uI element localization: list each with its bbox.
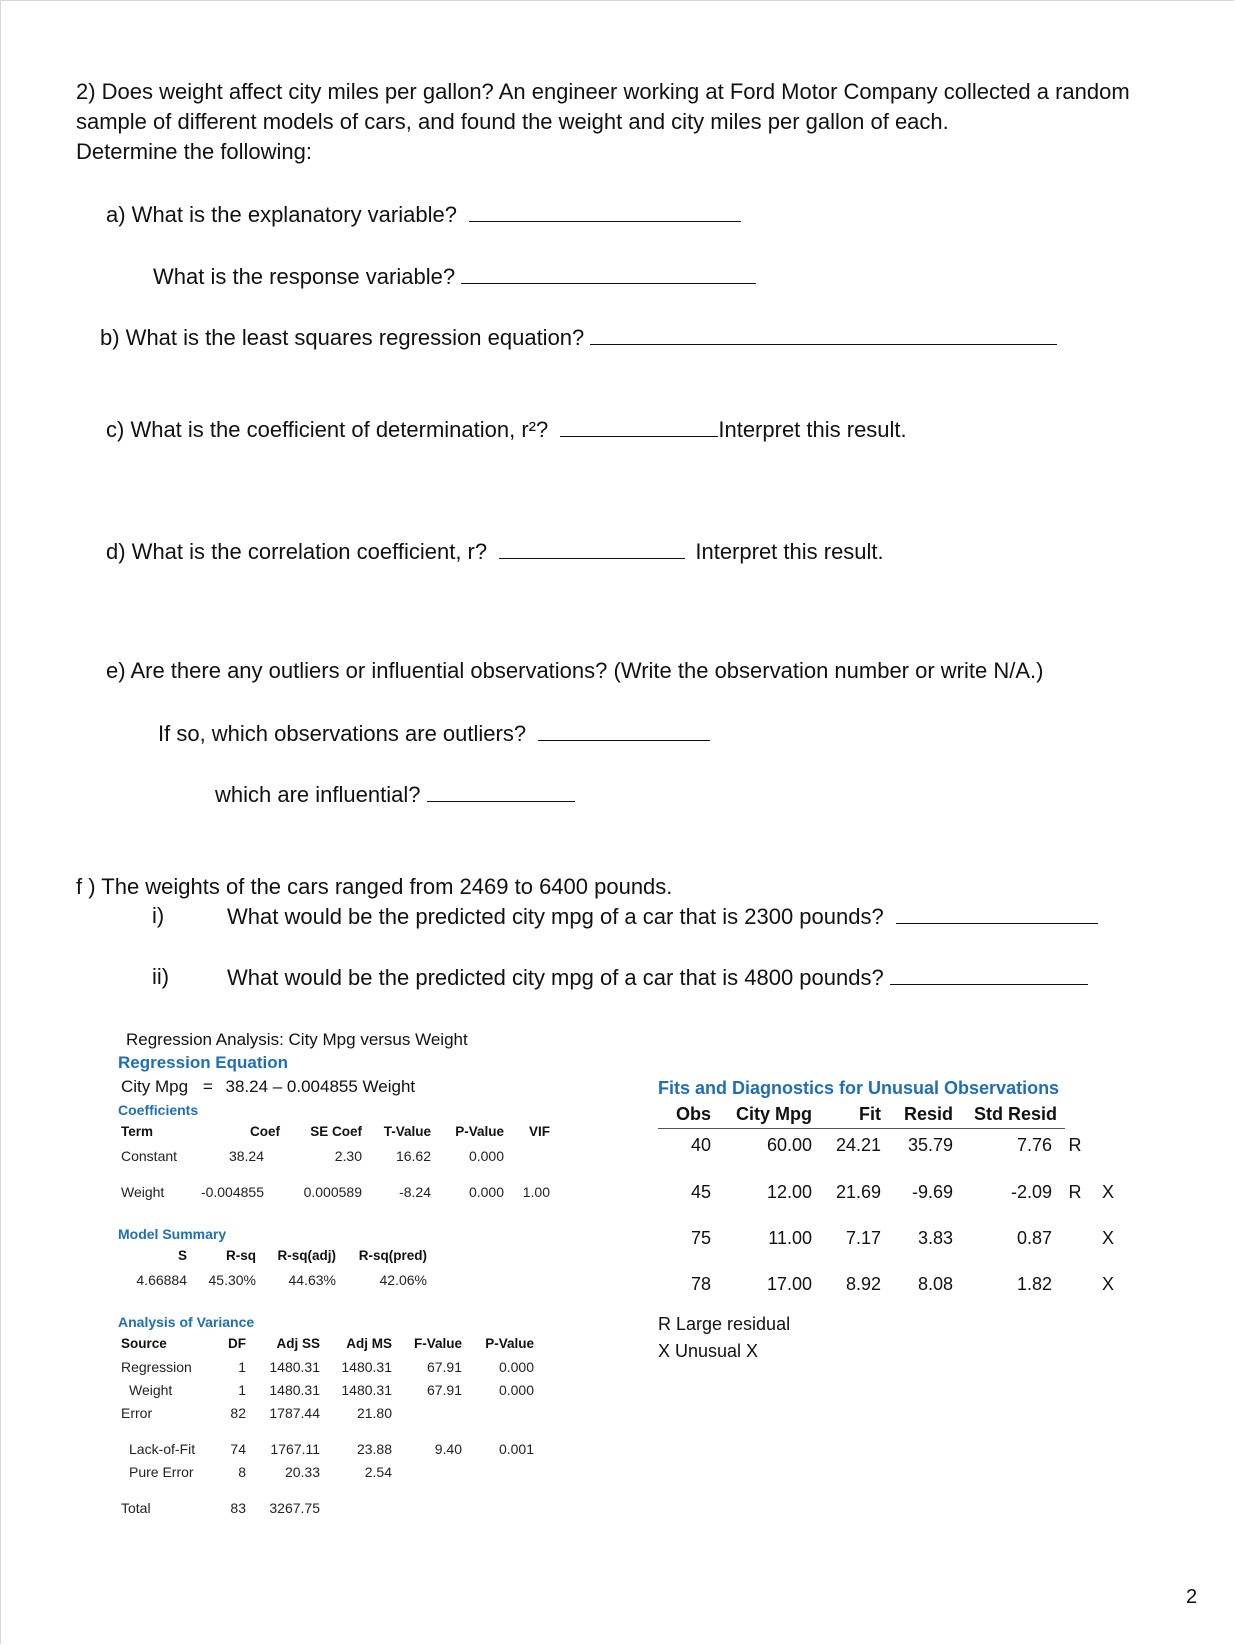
anova-col-header: DF xyxy=(228,1336,246,1351)
anova-cell: 1480.31 xyxy=(269,1382,320,1398)
fits-cell: 21.69 xyxy=(835,1182,881,1202)
summary-col-header: R-sq(pred) xyxy=(358,1248,427,1263)
regression-equation-header: Regression Equation xyxy=(118,1053,289,1072)
part-f-ii-label: ii) xyxy=(152,964,170,989)
fits-cell: 3.83 xyxy=(917,1228,953,1248)
page-number: 2 xyxy=(1186,1586,1198,1608)
regression-title: Regression Analysis: City Mpg versus Weight xyxy=(126,1030,468,1049)
part-a-explanatory xyxy=(106,201,741,228)
anova-cell: Lack-of-Fit xyxy=(129,1441,196,1457)
question-line-1: 2) Does weight affect city miles per gallon? An engineer working at Ford Motor Company collected a random xyxy=(76,79,1130,104)
summary-cell: 44.63% xyxy=(288,1272,336,1288)
answer-blank-4800[interactable] xyxy=(890,964,1088,985)
coef-cell: Constant xyxy=(121,1148,178,1164)
coefficients-header: Coefficients xyxy=(118,1102,199,1118)
fits-col-header: Std Resid xyxy=(973,1104,1057,1124)
coef-col-header: Term xyxy=(121,1124,154,1139)
anova-cell: Regression xyxy=(121,1359,192,1375)
part-a-explanatory-text: a) What is the explanatory variable? xyxy=(106,202,457,227)
anova-cell: 1480.31 xyxy=(341,1382,392,1398)
part-d-interpret: Interpret this result. xyxy=(695,539,884,564)
anova-col-header: Source xyxy=(121,1336,167,1351)
fits-cell: X xyxy=(1101,1228,1114,1248)
coef-cell: -8.24 xyxy=(399,1184,431,1200)
fits-cell: -2.09 xyxy=(1010,1182,1052,1202)
anova-cell: 82 xyxy=(230,1405,246,1421)
answer-blank-response[interactable] xyxy=(461,263,756,284)
fits-cell: 0.87 xyxy=(1016,1228,1052,1248)
fits-cell: 12.00 xyxy=(766,1182,812,1202)
question-line-3: Determine the following: xyxy=(76,139,313,164)
summary-col-header: S xyxy=(177,1248,187,1263)
anova-cell: 0.000 xyxy=(498,1359,534,1375)
fits-cell: 7.76 xyxy=(1016,1135,1052,1155)
anova-cell: 23.88 xyxy=(356,1441,392,1457)
summary-cell: 42.06% xyxy=(379,1272,427,1288)
anova-cell: 3267.75 xyxy=(269,1500,320,1516)
anova-cell: Total xyxy=(121,1500,151,1516)
part-b xyxy=(100,324,1057,351)
legend-unusual-x: X Unusual X xyxy=(658,1341,759,1361)
part-d-text: d) What is the correlation coefficient, r? xyxy=(106,539,488,564)
anova-cell: 1787.44 xyxy=(269,1405,320,1421)
coef-cell: -0.004855 xyxy=(200,1184,264,1200)
part-f-i-text: What would be the predicted city mpg of a car that is 2300 pounds? xyxy=(227,904,884,929)
answer-blank-explanatory[interactable] xyxy=(469,201,741,222)
fits-cell: 78 xyxy=(690,1274,711,1294)
coef-cell: 38.24 xyxy=(228,1148,264,1164)
part-c-interpret: Interpret this result. xyxy=(718,417,907,442)
anova-cell: 67.91 xyxy=(426,1359,462,1375)
part-c xyxy=(106,416,907,443)
fits-cell: X xyxy=(1101,1274,1114,1294)
part-b-text: b) What is the least squares regression equation? xyxy=(100,325,585,350)
anova-cell: 0.000 xyxy=(498,1382,534,1398)
coef-cell: 0.000 xyxy=(468,1184,504,1200)
coef-col-header: T-Value xyxy=(383,1124,431,1139)
fits-cell: 11.00 xyxy=(768,1228,812,1248)
fits-cell: X xyxy=(1101,1182,1114,1202)
anova-cell: 9.40 xyxy=(434,1441,462,1457)
anova-col-header: F-Value xyxy=(413,1336,462,1351)
coef-cell: 1.00 xyxy=(522,1184,550,1200)
anova-cell: 67.91 xyxy=(426,1382,462,1398)
summary-cell: 45.30% xyxy=(208,1272,256,1288)
anova-cell: 1 xyxy=(238,1359,246,1375)
summary-col-header: R-sq(adj) xyxy=(277,1248,336,1263)
anova-cell: 20.33 xyxy=(284,1464,320,1480)
fits-col-header: City Mpg xyxy=(736,1104,812,1124)
question-line-2: sample of different models of cars, and found the weight and city miles per gallon of each. xyxy=(76,109,949,134)
part-e-outliers xyxy=(158,720,710,747)
coef-cell: 16.62 xyxy=(395,1148,431,1164)
anova-col-header: Adj SS xyxy=(276,1336,320,1351)
anova-cell: 74 xyxy=(230,1441,246,1457)
answer-blank-regression-equation[interactable] xyxy=(590,324,1057,345)
fits-col-header: Fit xyxy=(859,1104,881,1124)
equation-equals: = xyxy=(202,1077,213,1096)
coef-cell: 0.000 xyxy=(468,1148,504,1164)
coef-col-header: Coef xyxy=(250,1124,280,1139)
fits-cell: R xyxy=(1068,1182,1082,1202)
anova-cell: 1480.31 xyxy=(341,1359,392,1375)
part-f-i-label: i) xyxy=(152,903,165,928)
part-d xyxy=(106,538,884,565)
anova-cell: 83 xyxy=(230,1500,246,1516)
anova-col-header: Adj MS xyxy=(346,1336,392,1351)
fits-cell: -9.69 xyxy=(911,1182,953,1202)
coef-col-header: SE Coef xyxy=(310,1124,362,1139)
part-f: f ) The weights of the cars ranged from 2469 to 6400 pounds. xyxy=(76,874,673,899)
fits-cell: R xyxy=(1068,1135,1082,1155)
anova-cell: 1 xyxy=(238,1382,246,1398)
answer-blank-r-squared[interactable] xyxy=(560,416,718,437)
part-f-ii-text: What would be the predicted city mpg of a car that is 4800 pounds? xyxy=(227,965,884,990)
coef-cell: 2.30 xyxy=(334,1148,362,1164)
fits-cell: 8.08 xyxy=(917,1274,953,1294)
anova-header: Analysis of Variance xyxy=(118,1314,255,1330)
coef-cell: 0.000589 xyxy=(303,1184,362,1200)
part-f-ii xyxy=(227,964,1088,991)
equation-lhs: City Mpg xyxy=(121,1077,189,1096)
summary-col-header: R-sq xyxy=(226,1248,256,1263)
fits-col-header: Resid xyxy=(903,1104,953,1124)
answer-blank-outliers[interactable] xyxy=(538,720,710,741)
anova-cell: 0.001 xyxy=(498,1441,534,1457)
anova-cell: 1480.31 xyxy=(269,1359,320,1375)
anova-cell: Weight xyxy=(129,1382,173,1398)
anova-cell: 1767.11 xyxy=(270,1441,320,1457)
coef-col-header: P-Value xyxy=(455,1124,504,1139)
coef-col-header: VIF xyxy=(528,1124,550,1139)
part-a-response xyxy=(153,263,756,290)
fits-cell: 7.17 xyxy=(845,1228,881,1248)
fits-cell: 24.21 xyxy=(835,1135,881,1155)
legend-large-residual: R Large residual xyxy=(658,1314,791,1334)
summary-cell: 4.66884 xyxy=(136,1272,187,1288)
fits-cell: 17.00 xyxy=(766,1274,812,1294)
fits-cell: 75 xyxy=(690,1228,711,1248)
anova-cell: 8 xyxy=(238,1464,246,1480)
regression-equation xyxy=(121,1077,415,1097)
part-a-response-text: What is the response variable? xyxy=(153,264,456,289)
anova-cell: Pure Error xyxy=(129,1464,194,1480)
anova-col-header: P-Value xyxy=(485,1336,534,1351)
anova-cell: Error xyxy=(121,1405,153,1421)
fits-cell: 1.82 xyxy=(1016,1274,1052,1294)
fits-col-header: Obs xyxy=(675,1104,711,1124)
part-e-influential xyxy=(215,781,575,808)
part-e-outliers-text: If so, which observations are outliers? xyxy=(158,721,527,746)
part-f-i xyxy=(227,903,1098,930)
answer-blank-r[interactable] xyxy=(499,538,685,559)
fits-cell: 8.92 xyxy=(845,1274,881,1294)
anova-cell: 2.54 xyxy=(364,1464,392,1480)
answer-blank-2300[interactable] xyxy=(896,903,1098,924)
fits-cell: 40 xyxy=(690,1135,711,1155)
fits-cell: 45 xyxy=(690,1182,711,1202)
fits-cell: 35.79 xyxy=(907,1135,953,1155)
fits-cell: 60.00 xyxy=(766,1135,812,1155)
part-c-text: c) What is the coefficient of determination, r²? xyxy=(106,417,549,442)
fits-header-rule xyxy=(658,1128,1065,1129)
part-e-influential-text: which are influential? xyxy=(215,782,421,807)
model-summary-header: Model Summary xyxy=(118,1226,227,1242)
fits-header: Fits and Diagnostics for Unusual Observations xyxy=(658,1078,1060,1098)
part-e: e) Are there any outliers or influential observations? (Write the observation number or write N/A.) xyxy=(106,658,1044,683)
equation-rhs: 38.24 – 0.004855 Weight xyxy=(225,1077,416,1096)
answer-blank-influential[interactable] xyxy=(427,781,575,802)
anova-cell: 21.80 xyxy=(356,1405,392,1421)
coef-cell: Weight xyxy=(121,1184,165,1200)
